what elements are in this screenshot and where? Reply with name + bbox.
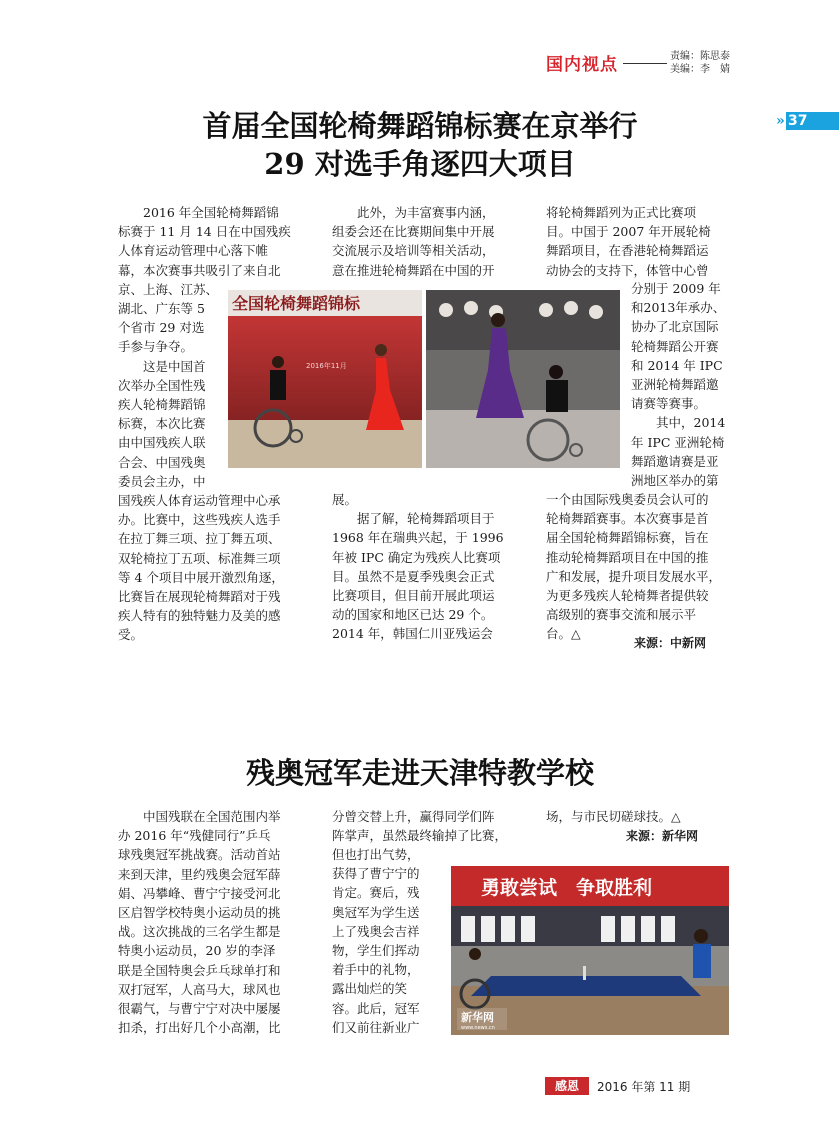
text-line: 幕，本次赛事共吸引了来自北 [118,262,281,278]
text-line: 年 IPC 亚洲轮椅 [631,434,725,450]
text-line: 动协会的支持下，体管中心曾 [546,262,709,278]
text-line: 在拉丁舞三项、拉丁舞五项、 [118,531,281,547]
photo-watermark-text: 新华网 [461,1011,494,1024]
text-line: 国残疾人体育运动管理中心承 [118,493,281,509]
text-line: 肯定。赛后，残 [332,885,420,901]
double-chevron-icon: » [776,113,785,129]
section-title: 国内视点 [546,55,618,75]
text-line: 这是中国首 [118,358,206,374]
text-line: 分曾交替上升，赢得同学们阵 [332,809,495,824]
text-line: 标赛，本次比赛 [118,416,206,432]
article1-title [150,107,690,183]
text-line: 特奥小运动员，20 岁的李泽 [118,943,276,959]
article1-title-line1: 首届全国轮椅舞蹈锦标赛在京举行 [202,109,638,143]
text-line: 比赛项目，但目前开展此项运 [332,588,495,604]
text-line: 办。比赛中，这些残疾人选手 [118,512,281,528]
designer-name: 美编：李 婧 [670,64,730,75]
text-line: 委员会主办，中 [118,473,206,489]
article2-column-3 [546,807,732,826]
text-line: 次举办全国性残 [118,377,206,393]
text-line: 标赛于 11 月 14 日在中国残疾 [118,224,291,240]
text-line: 京、上海、江苏、 [118,281,219,297]
text-line: 双轮椅拉丁五项、标准舞三项 [118,550,281,566]
photo1-date-text: 2016年11月 [306,362,347,370]
article1-column-3-bottom [546,490,732,644]
text-line: 上了残奥会吉祥 [332,923,420,939]
text-line: 推动轮椅舞蹈项目在中国的推 [546,549,709,565]
text-line: 舞蹈项目，在香港轮椅舞蹈运 [546,243,709,259]
editor-credits [670,50,730,76]
editor-name: 责编：陈思泰 [670,51,730,62]
text-line: 容。此后，冠军 [332,1000,420,1016]
text-line: 2014 年，韩国仁川亚残运会 [332,626,493,642]
text-line: 1968 年在瑞典兴起，于 1996 [332,530,504,546]
article1-column-2-bottom [332,490,518,644]
text-line: 比赛旨在展现轮椅舞蹈对于残 [118,589,281,605]
text-line: 为更多残疾人轮椅舞者提供较 [546,588,709,604]
text-line: 双打冠军，人高马大，球风也 [118,981,281,997]
article1-column-3-wrap [631,279,732,490]
text-line: 办 2016 年“残健同行”乒乓 [118,828,271,844]
text-line: 联是全国特奥会乒乓球单打和 [118,962,281,978]
text-line: 很霸气，与曹宁宁对决中屡屡 [118,1001,281,1017]
text-line: 舞蹈邀请赛是亚 [631,453,719,469]
text-line: 娟、冯攀峰、曹宁宁接受河北 [118,885,281,901]
text-line: 区启智学校特奥小运动员的挑 [118,905,281,921]
text-line: 此外，为丰富赛事内涵， [332,205,495,220]
text-line: 人体育运动管理中心落下帷 [118,243,269,259]
article1-source: 来源：中新网 [634,636,707,650]
text-line: 请赛等赛事。 [631,396,707,412]
magazine-logo: 感恩 [545,1077,589,1095]
text-line: 和 2014 年 IPC [631,357,723,373]
text-line: 年被 IPC 确定为残疾人比赛项 [332,549,501,565]
dance-photo-1 [228,290,422,468]
text-line: 台。△ [546,626,581,642]
text-line: 奥冠军为学生送 [332,904,420,920]
text-line: 们又前往新业广 [332,1019,420,1035]
text-line: 着手中的礼物， [332,962,420,978]
text-line: 将轮椅舞蹈列为正式比赛项 [546,205,697,220]
article2-column-1 [118,807,304,1037]
text-line: 协办了北京国际 [631,319,719,335]
article2-column-2-wrap [332,845,436,1037]
article2-column-2-top [332,807,518,845]
text-line: 和2013年承办、 [631,300,726,316]
dance-photo-2 [426,290,620,468]
text-line: 动的国家和地区已达 29 个。 [332,607,494,623]
text-line: 阵掌声，虽然最终输掉了比赛， [332,828,508,844]
text-line: 手参与争夺。 [118,339,194,355]
text-line: 来到天津，里约残奥会冠军薛 [118,866,281,882]
text-line: 分别于 2009 年 [631,281,721,296]
text-line: 轮椅舞蹈公开赛 [631,338,719,354]
text-line: 高级别的赛事交流和展示平 [546,607,697,623]
text-line: 但也打出气势， [332,847,420,862]
article2-title: 残奥冠军走进天津特教学校 [245,756,594,790]
text-line: 个省市 29 对选 [118,320,205,336]
text-line: 其中，2014 [631,415,726,431]
text-line: 2016 年全国轮椅舞蹈锦 [118,205,279,220]
text-line: 目。中国于 2007 年开展轮椅 [546,224,711,240]
text-line: 据了解，轮椅舞蹈项目于 [332,511,495,527]
header-divider [623,63,667,64]
page-number-tab [776,112,839,130]
text-line: 意在推进轮椅舞蹈在中国的开 [332,262,495,278]
article2-column-3-line: 场，与市民切磋球技。△ [546,809,681,824]
text-line: 露出灿烂的笑 [332,981,408,997]
article1-title-line2: 29 对选手角逐四大项目 [264,147,576,181]
text-line: 疾人特有的独特魅力及美的感 [118,608,281,624]
article2-source: 来源：新华网 [626,829,699,843]
page-number: 37 [786,112,839,130]
text-line: 目。虽然不是夏季残奥会正式 [332,568,495,584]
text-line: 洲地区举办的第 [631,473,719,489]
text-line: 届全国轮椅舞蹈锦标赛，旨在 [546,530,709,546]
text-line: 物，学生们挥动 [332,943,420,959]
table-tennis-photo [451,866,729,1035]
text-line: 亚洲轮椅舞蹈邀 [631,377,719,393]
text-line: 湖北、广东等 5 [118,301,205,317]
text-line: 由中国残疾人联 [118,435,206,451]
text-line: 等 4 个项目中展开激烈角逐， [118,569,284,585]
photo-banner-text: 勇敢尝试 争取胜利 [481,877,653,899]
issue-number: 2016 年第 11 期 [597,1080,691,1094]
text-line: 展。 [332,492,358,507]
article1-column-2-top [332,203,518,280]
text-line: 轮椅舞蹈赛事。本次赛事是首 [546,511,709,527]
text-line: 组委会还在比赛期间集中开展 [332,224,495,240]
text-line: 合会、中国残奥 [118,454,206,470]
photo1-banner-text: 全国轮椅舞蹈锦标 [232,294,361,313]
text-line: 交流展示及培训等相关活动， [332,243,495,259]
article1-column-3-top [546,203,732,280]
text-line: 扣杀，打出好几个小高潮，比 [118,1020,281,1036]
text-line: 球残奥冠军挑战赛。活动首站 [118,847,281,863]
text-line: 一个由国际残奥委员会认可的 [546,492,709,507]
text-line: 受。 [118,627,144,643]
photo-watermark-url: www.news.cn [461,1025,495,1031]
text-line: 中国残联在全国范围内举 [118,809,281,824]
text-line: 获得了曹宁宁的 [332,866,420,882]
text-line: 战。这次挑战的三名学生都是 [118,924,281,940]
text-line: 广和发展，提升项目发展水平， [546,568,722,584]
text-line: 疾人轮椅舞蹈锦 [118,397,206,413]
